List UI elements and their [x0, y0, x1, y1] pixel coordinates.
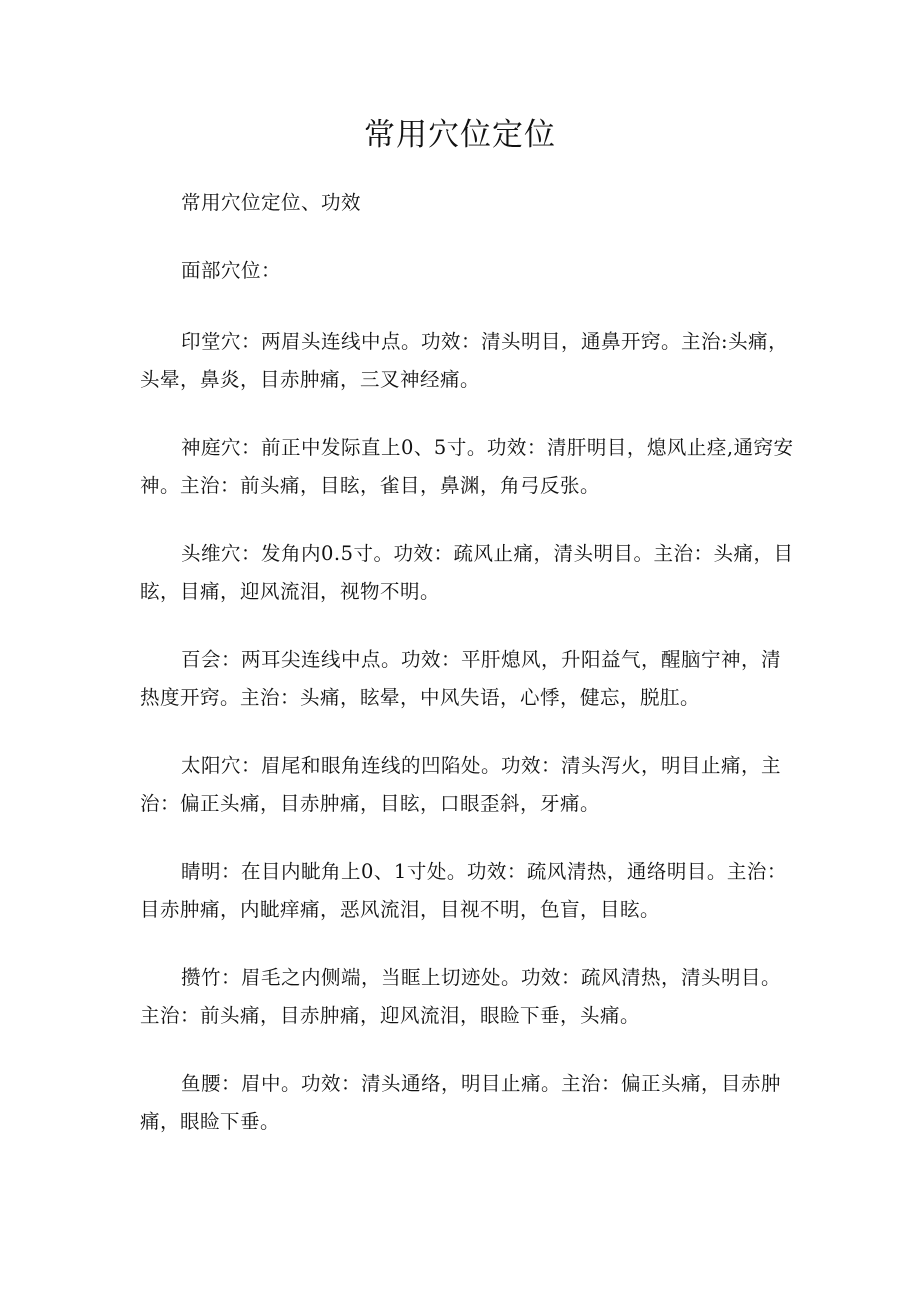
acupoint-yintang: 印堂穴：两眉头连线中点。功效：清头明目，通鼻开窍。主治:头痛，头晕，鼻炎，目赤肿痛，三叉神经痛。 [140, 330, 789, 391]
acupoint-shenting: 神庭穴：前正中发际直上0、5寸。功效：清肝明目，熄风止痉,通窍安神。主治：前头痛，目眩，雀目，鼻渊，角弓反张。 [140, 436, 794, 497]
document-subtitle: 常用穴位定位、功效 [181, 191, 362, 214]
document-body [140, 184, 800, 1171]
acupoint-taiyang: 太阳穴：眉尾和眼角连线的凹陷处。功效：清头泻火，明目止痛，主治：偏正头痛，目赤肿痛，目眩，口眼歪斜，牙痛。 [140, 754, 782, 815]
acupoint-jingming: 睛明：在目内眦角上0、1寸处。功效：疏风清热，通络明目。主治：目赤肿痛，内眦痒痛，恶风流泪，目视不明，色盲，目眩。 [140, 860, 787, 921]
acupoint-zanzhu: 攒竹：眉毛之内侧端，当眶上切迹处。功效：疏风清热，清头明目。主治：前头痛，目赤肿痛，迎风流泪，眼睑下垂，头痛。 [140, 966, 782, 1027]
acupoint-yuyao: 鱼腰：眉中。功效：清头通络，明目止痛。主治：偏正头痛，目赤肿痛，眼睑下垂。 [140, 1072, 782, 1133]
page-title: 常用穴位定位 [364, 117, 556, 153]
section-heading: 面部穴位： [181, 259, 282, 282]
acupoint-baihui: 百会：两耳尖连线中点。功效：平肝熄风，升阳益气，醒脑宁神，清热度开窍。主治：头痛，眩晕，中风失语，心悸，健忘，脱肛。 [140, 648, 782, 709]
acupoint-touwei: 头维穴：发角内0.5寸。功效：疏风止痛，清头明目。主治：头痛，目眩，目痛，迎风流泪，视物不明。 [140, 542, 794, 603]
